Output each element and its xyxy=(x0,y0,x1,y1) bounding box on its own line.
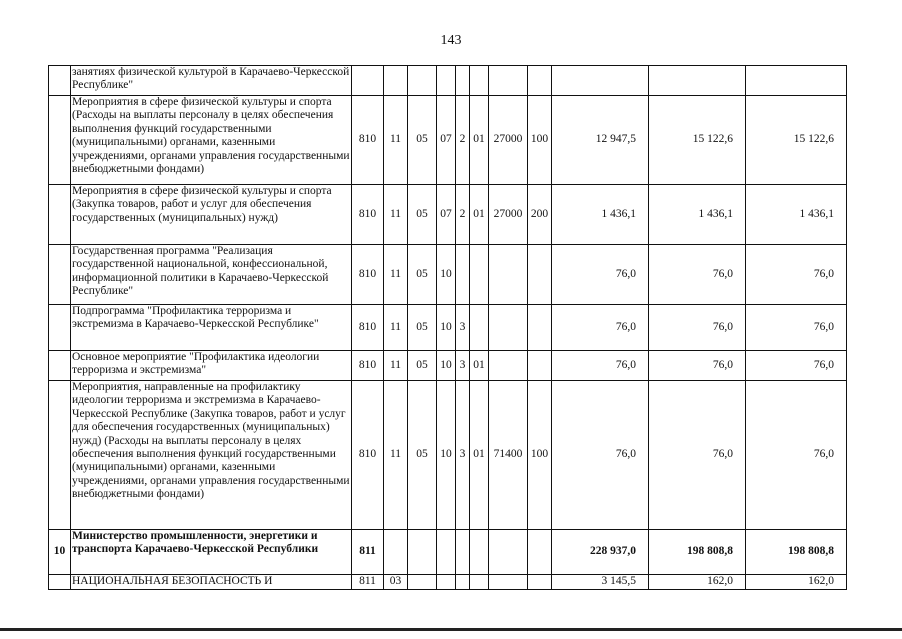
cell-vr xyxy=(528,66,552,96)
cell-s1: 12 947,5 xyxy=(552,96,649,185)
cell-s1: 76,0 xyxy=(552,351,649,381)
cell-c3 xyxy=(470,66,489,96)
cell-grbs: 810 xyxy=(352,185,384,245)
cell-c3 xyxy=(470,575,489,590)
cell-vr xyxy=(528,530,552,575)
cell-vr xyxy=(528,245,552,305)
table-row xyxy=(49,381,847,530)
cell-num xyxy=(49,305,71,351)
page-number: 143 xyxy=(440,33,462,48)
page-bottom-rule xyxy=(0,628,902,631)
cell-c1: 07 xyxy=(437,96,456,185)
cell-pr: 05 xyxy=(408,351,437,381)
cell-c2 xyxy=(456,575,470,590)
cell-vr xyxy=(528,351,552,381)
cell-s3: 1 436,1 xyxy=(746,185,847,245)
cell-vr: 200 xyxy=(528,185,552,245)
cell-s1: 76,0 xyxy=(552,305,649,351)
table-row xyxy=(49,575,847,590)
cell-c1 xyxy=(437,66,456,96)
cell-name: занятиях физической культурой в Карачаево-Черкесской Республике" xyxy=(71,66,352,96)
cell-c1 xyxy=(437,530,456,575)
cell-c1: 10 xyxy=(437,381,456,530)
cell-grbs: 811 xyxy=(352,530,384,575)
cell-c4 xyxy=(489,575,528,590)
cell-s2: 15 122,6 xyxy=(649,96,746,185)
table-row xyxy=(49,66,847,96)
cell-num xyxy=(49,381,71,530)
cell-num xyxy=(49,575,71,590)
cell-grbs: 810 xyxy=(352,96,384,185)
cell-s2: 76,0 xyxy=(649,305,746,351)
cell-c4: 27000 xyxy=(489,96,528,185)
cell-c1 xyxy=(437,575,456,590)
cell-rz: 11 xyxy=(384,245,408,305)
cell-s2: 76,0 xyxy=(649,245,746,305)
cell-grbs: 811 xyxy=(352,575,384,590)
cell-grbs xyxy=(352,66,384,96)
cell-c2: 2 xyxy=(456,185,470,245)
cell-grbs: 810 xyxy=(352,381,384,530)
cell-grbs: 810 xyxy=(352,305,384,351)
table-row xyxy=(49,305,847,351)
table-row xyxy=(49,530,847,575)
cell-s1: 1 436,1 xyxy=(552,185,649,245)
cell-c3: 01 xyxy=(470,185,489,245)
cell-rz: 11 xyxy=(384,305,408,351)
cell-s1: 76,0 xyxy=(552,381,649,530)
cell-s1: 3 145,5 xyxy=(552,575,649,590)
cell-c3: 01 xyxy=(470,381,489,530)
cell-pr xyxy=(408,575,437,590)
cell-grbs: 810 xyxy=(352,245,384,305)
budget-table xyxy=(48,65,847,590)
table-row xyxy=(49,96,847,185)
cell-s3 xyxy=(746,66,847,96)
cell-rz xyxy=(384,66,408,96)
cell-s2: 76,0 xyxy=(649,381,746,530)
cell-pr: 05 xyxy=(408,185,437,245)
cell-vr: 100 xyxy=(528,96,552,185)
cell-c2 xyxy=(456,530,470,575)
cell-c1: 10 xyxy=(437,351,456,381)
cell-name: Подпрограмма "Профилактика терроризма и экстремизма в Карачаево-Черкесской Республике" xyxy=(71,305,352,351)
cell-num xyxy=(49,66,71,96)
cell-pr: 05 xyxy=(408,96,437,185)
cell-rz: 03 xyxy=(384,575,408,590)
cell-name: Мероприятия в сфере физической культуры и спорта (Расходы на выплаты персоналу в целях обеспечения выполнения функций государственными (муниципальными) органами, казенными учреждениями, органами управления государственными внебюджетными фондами) xyxy=(71,96,352,185)
cell-name: Мероприятия в сфере физической культуры и спорта (Закупка товаров, работ и услуг для обеспечения государственных (муниципальных) нужд) xyxy=(71,185,352,245)
cell-rz: 11 xyxy=(384,381,408,530)
cell-name: Мероприятия, направленные на профилактику идеологии терроризма и экстремизма в Карачаево-Черкесской Республике (Закупка товаров, работ и услуг для обеспечения государственных (муниципальных) нужд) (Расходы на выплаты персоналу в целях обеспечения выполнения функций государственными (муниципальными) органами, казенными учреждениями, органами управления государственными внебюджетными фондами) xyxy=(71,381,352,530)
cell-s2: 76,0 xyxy=(649,351,746,381)
cell-s3: 162,0 xyxy=(746,575,847,590)
cell-name: Государственная программа "Реализация государственной национальной, конфессиональной, информационной политики в Карачаево-Черкесской Республике" xyxy=(71,245,352,305)
cell-c3: 01 xyxy=(470,96,489,185)
cell-rz: 11 xyxy=(384,351,408,381)
cell-pr: 05 xyxy=(408,245,437,305)
cell-name: Основное мероприятие "Профилактика идеологии терроризма и экстремизма" xyxy=(71,351,352,381)
cell-c2: 2 xyxy=(456,96,470,185)
cell-s1 xyxy=(552,66,649,96)
cell-c2: 3 xyxy=(456,305,470,351)
cell-c1: 07 xyxy=(437,185,456,245)
cell-rz: 11 xyxy=(384,185,408,245)
cell-c3 xyxy=(470,245,489,305)
cell-num xyxy=(49,351,71,381)
cell-c4: 27000 xyxy=(489,185,528,245)
cell-num xyxy=(49,245,71,305)
cell-s2: 1 436,1 xyxy=(649,185,746,245)
cell-name: Министерство промышленности, энергетики и транспорта Карачаево-Черкесской Республики xyxy=(71,530,352,575)
cell-s3: 76,0 xyxy=(746,351,847,381)
cell-c4 xyxy=(489,305,528,351)
cell-name: НАЦИОНАЛЬНАЯ БЕЗОПАСНОСТЬ И xyxy=(71,575,352,590)
cell-c2 xyxy=(456,245,470,305)
cell-s2 xyxy=(649,66,746,96)
cell-s2: 162,0 xyxy=(649,575,746,590)
cell-num xyxy=(49,185,71,245)
cell-pr: 05 xyxy=(408,305,437,351)
cell-s3: 76,0 xyxy=(746,381,847,530)
cell-c3: 01 xyxy=(470,351,489,381)
cell-pr xyxy=(408,66,437,96)
cell-rz xyxy=(384,530,408,575)
cell-rz: 11 xyxy=(384,96,408,185)
cell-vr xyxy=(528,305,552,351)
table-row xyxy=(49,245,847,305)
cell-pr: 05 xyxy=(408,381,437,530)
cell-s1: 76,0 xyxy=(552,245,649,305)
cell-c2: 3 xyxy=(456,351,470,381)
cell-c1: 10 xyxy=(437,245,456,305)
cell-c4 xyxy=(489,530,528,575)
cell-c3 xyxy=(470,305,489,351)
cell-s1: 228 937,0 xyxy=(552,530,649,575)
cell-num: 10 xyxy=(49,530,71,575)
cell-c4 xyxy=(489,351,528,381)
cell-s2: 198 808,8 xyxy=(649,530,746,575)
cell-c4 xyxy=(489,66,528,96)
cell-c3 xyxy=(470,530,489,575)
cell-c2: 3 xyxy=(456,381,470,530)
cell-s3: 76,0 xyxy=(746,245,847,305)
cell-pr xyxy=(408,530,437,575)
cell-c4: 71400 xyxy=(489,381,528,530)
cell-c2 xyxy=(456,66,470,96)
cell-vr xyxy=(528,575,552,590)
cell-s3: 198 808,8 xyxy=(746,530,847,575)
table-row xyxy=(49,351,847,381)
cell-c1: 10 xyxy=(437,305,456,351)
cell-num xyxy=(49,96,71,185)
cell-s3: 15 122,6 xyxy=(746,96,847,185)
cell-c4 xyxy=(489,245,528,305)
cell-grbs: 810 xyxy=(352,351,384,381)
cell-vr: 100 xyxy=(528,381,552,530)
cell-s3: 76,0 xyxy=(746,305,847,351)
table-row xyxy=(49,185,847,245)
